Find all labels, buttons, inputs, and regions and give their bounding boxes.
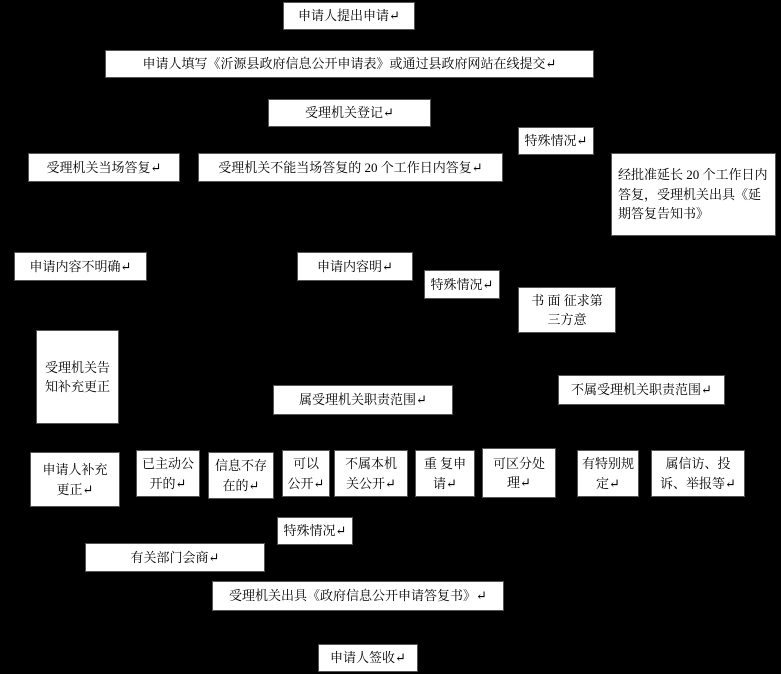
node-may-publish: 可以公开↵ [282, 450, 330, 497]
node-not-this-agency: 不属本机关公开↵ [334, 450, 408, 497]
node-info-not-exist: 信息不存在的↵ [208, 452, 274, 499]
node-special-case-2: 特殊情况↵ [424, 270, 500, 299]
node-notify-supplement: 受理机关告知补充更正 [36, 330, 119, 424]
node-special-case-1: 特殊情况↵ [518, 127, 594, 155]
node-special-case-3: 特殊情况↵ [277, 517, 353, 545]
node-extension-approval: 经批准延长 20 个工作日内答复，受理机关出具《延期答复告知书》 [611, 153, 776, 236]
node-third-party-opinion: 书 面 征求第三方意 [518, 287, 616, 333]
node-already-published: 已主动公开的↵ [136, 450, 200, 497]
node-within-duty-scope: 属受理机关职责范围↵ [273, 385, 453, 415]
node-content-unclear: 申请内容不明确↵ [14, 252, 147, 281]
node-petition-complaint: 属信访、投诉、举报等↵ [651, 450, 745, 497]
node-applicant-submit: 申请人提出申请↵ [283, 2, 415, 30]
node-separable-handling: 可区分处理↵ [482, 448, 556, 498]
node-special-regulation: 有特别规定↵ [577, 450, 639, 497]
node-applicant-receipt: 申请人签收↵ [318, 644, 418, 672]
node-duplicate-application: 重 复申请↵ [415, 450, 475, 497]
node-department-consultation: 有关部门会商↵ [85, 543, 265, 572]
node-20-workdays-reply: 受理机关不能当场答复的 20 个工作日内答复↵ [198, 153, 503, 182]
node-outside-duty-scope: 不属受理机关职责范围↵ [558, 375, 725, 405]
node-fill-form: 申请人填写《沂源县政府信息公开申请表》或通过县政府网站在线提交↵ [105, 50, 594, 78]
node-onsite-reply: 受理机关当场答复↵ [28, 153, 180, 182]
node-agency-register: 受理机关登记↵ [268, 99, 431, 127]
node-issue-reply-letter: 受理机关出具《政府信息公开申请答复书》↵ [212, 581, 504, 611]
node-applicant-supplement: 申请人补充更正↵ [30, 452, 120, 507]
node-content-clear: 申请内容明↵ [297, 252, 413, 281]
